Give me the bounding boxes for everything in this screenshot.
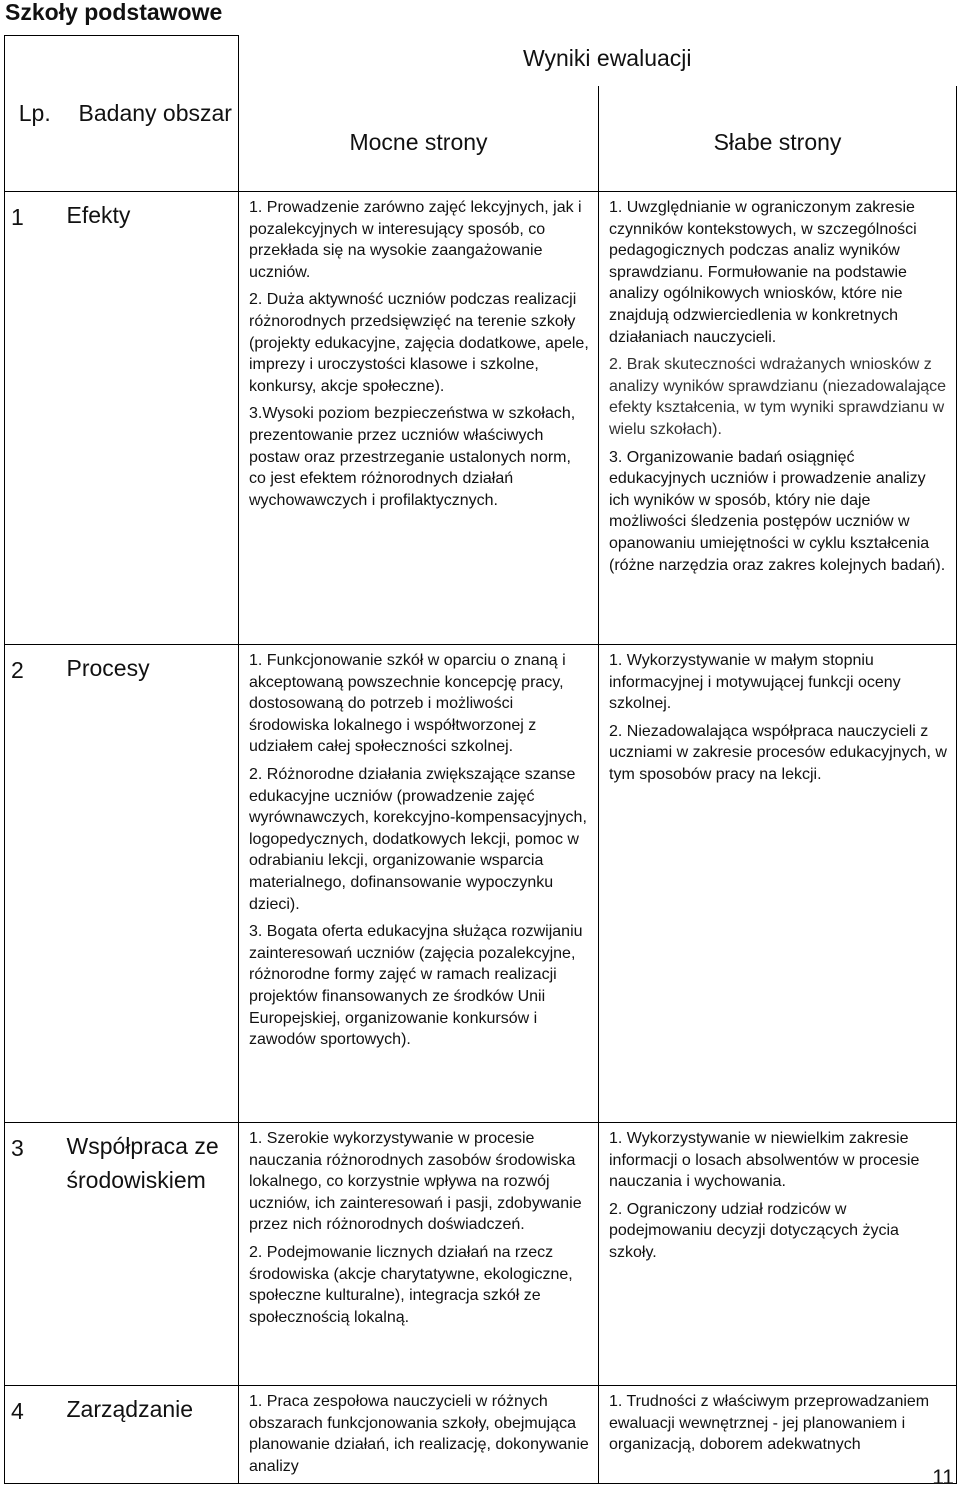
header-area: Badany obszar [65, 36, 239, 192]
row-number: 4 [5, 1386, 65, 1484]
weak-points-cell [599, 1386, 957, 1484]
strong-points-cell [239, 645, 599, 1123]
weak-points-cell [599, 192, 957, 645]
strong-points-cell [239, 192, 599, 645]
strong-point: 3.Wysoki poziom bezpieczeństwa w szkołach, prezentowanie przez uczniów właściwych postaw oraz przestrzeganie ustalonych norm, co jest efektem różnorodnych działań wychowawczych i profilaktycznych. [249, 405, 576, 509]
weak-point: 1. Trudności z właściwym przeprowadzaniem ewaluacji wewnętrznej - jej planowaniem i organizacją, doborem adekwatnych [609, 1393, 930, 1454]
strong-point: 3. Bogata oferta edukacyjna służąca rozwijaniu zainteresowań uczniów (zajęcia pozalekcyjne, różnorodne formy zajęć w ramach realizacji projektów finansowanych ze środków Unii Europejskiej, organizowanie konkursów i zawodów sportowych). [249, 923, 583, 1049]
header-weak: Słabe strony [599, 86, 957, 192]
table-row [5, 645, 957, 1123]
strong-point: 1. Funkcjonowanie szkół w oparciu o znaną i akceptowaną powszechnie koncepcję pracy, dostosowaną do potrzeb i możliwości środowiska lokalnego i współtworzonej z udziałem całej społeczności szkolnej. [249, 652, 566, 756]
area-label: Procesy [65, 645, 239, 1123]
weak-point: 2. Ograniczony udział rodziców w podejmowaniu decyzji dotyczących życia szkoły. [609, 1200, 899, 1261]
strong-point: 1. Praca zespołowa nauczycieli w różnych obszarach funkcjonowania szkoły, obejmująca planowanie działań, ich realizację, dokonywanie analizy [249, 1393, 589, 1475]
area-label: Zarządzanie [65, 1386, 239, 1484]
strong-point: 1. Szerokie wykorzystywanie w procesie nauczania różnorodnych zasobów środowiska lokalnego, co korzystnie wpływa na rozwój uczniów, ich zainteresowań i pasji, zdobywanie przez nich różnorodnych doświadczeń. [249, 1130, 582, 1234]
row-number: 3 [5, 1123, 65, 1386]
row-number: 1 [5, 192, 65, 645]
header-strong: Mocne strony [239, 86, 599, 192]
table-row [5, 1123, 957, 1386]
weak-point: 1. Wykorzystywanie w małym stopniu informacyjnej i motywującej funkcji oceny szkolnej. [609, 652, 901, 713]
weak-points-cell [599, 1123, 957, 1386]
weak-point: 2. Brak skuteczności wdrażanych wniosków z analizy wyników sprawdzianu (niezadowalające efekty kształcenia, w tym wyniki sprawdzianu w wielu szkołach). [609, 356, 947, 438]
weak-point: 2. Niezadowalająca współpraca nauczycieli z uczniami w zakresie procesów edukacyjnych, w tym sposobów pracy na lekcji. [609, 722, 947, 783]
area-label: Współpraca ze środowiskiem [65, 1123, 239, 1386]
weak-point: 3. Organizowanie badań osiągnięć edukacyjnych uczniów i prowadzenie analizy ich wyników w sposób, który nie daje możliwości śledzenia postępów uczniów w opanowaniu umiejętności w cyklu kształcenia (różne narzędzia oraz zakres kolejnych badań). [609, 448, 946, 574]
area-label: Efekty [65, 192, 239, 645]
strong-point: 2. Duża aktywność uczniów podczas realizacji różnorodnych przedsięwzięć na terenie szkoły (projekty edukacyjne, zajęcia dodatkowe, apele, imprezy i uroczystości klasowe i szkolne, konkursy, akcje społeczne). [249, 291, 589, 395]
strong-points-cell [239, 1386, 599, 1484]
strong-point: 2. Różnorodne działania zwiększające szanse edukacyjne uczniów (prowadzenie zajęć wyrównawczych, korekcyjno-kompensacyjnych, logopedycznych, dodatkowych lekcji, pomoc w odrabianiu lekcji, organizowanie wsparcia materialnego, dofinansowanie wypoczynku dzieci). [249, 765, 587, 913]
weak-point: 1. Wykorzystywanie w niewielkim zakresie informacji o losach absolwentów w procesie nauczania i wychowania. [609, 1130, 920, 1191]
header-results: Wyniki ewaluacji [523, 45, 692, 71]
strong-point: 2. Podejmowanie licznych działań na rzecz środowiska (akcje charytatywne, ekologiczne, społeczne kulturalne), integracja szkół ze społecznością lokalną. [249, 1243, 573, 1326]
row-number: 2 [5, 645, 65, 1123]
header-lp: Lp. [5, 36, 65, 192]
strong-point: 1. Prowadzenie zarówno zajęć lekcyjnych, jak i pozalekcyjnych w interesujący sposób, co przekłada się na wysokie zaangażowanie uczniów. [249, 199, 582, 281]
strong-points-cell [239, 1123, 599, 1386]
table-row [5, 192, 957, 645]
evaluation-table [4, 35, 957, 1484]
weak-point: 1. Uwzględnianie w ograniczonym zakresie czynników kontekstowych, w szczególności pedagogicznych podczas analiz wyników sprawdzianu. Formułowanie na podstawie analizy ogólnikowych wniosków, które nie znajdują odzwierciedlenia w konkretnych działaniach nauczycieli. [609, 199, 917, 346]
page-number: 11 [932, 1466, 954, 1489]
table-row [5, 1386, 957, 1484]
weak-points-cell [599, 645, 957, 1123]
page-title: Szkoły podstawowe [5, 0, 223, 25]
